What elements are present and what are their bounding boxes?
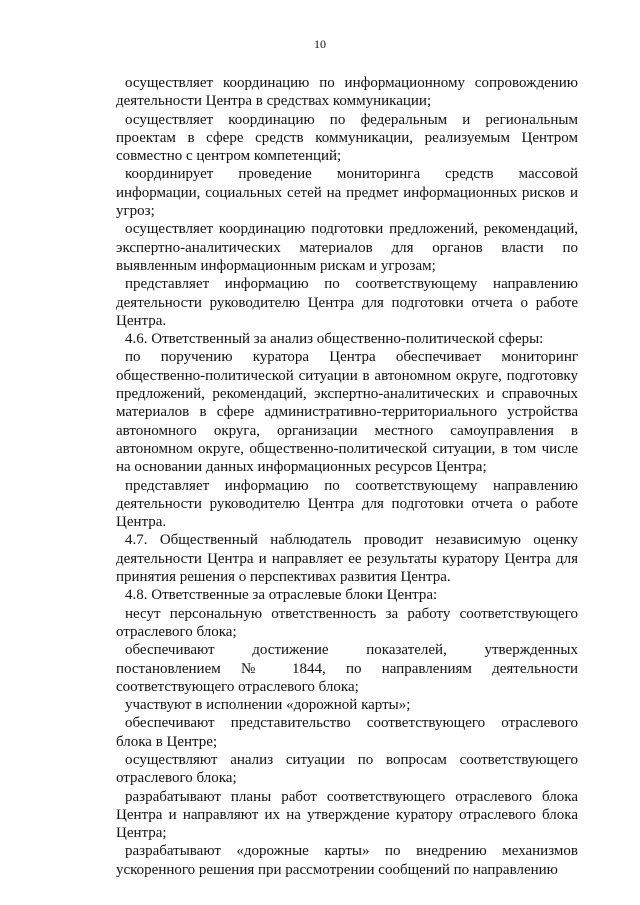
page-number: 10: [314, 37, 326, 51]
paragraph: представляет информацию по соответствующему направлению деятельности руководителю Центра для подготовки отчета о работе Центра.: [116, 276, 578, 329]
paragraph: координирует проведение мониторинга средств массовой информации, социальных сетей на предмет информационных рисков и угроз;: [116, 166, 578, 220]
section-4-7: 4.7. Общественный наблюдатель проводит независимую оценку деятельности Центра и направляет ее результаты куратору Центра для принятия решения о перспективах развития Центра.: [116, 532, 578, 586]
paragraph: разрабатывают «дорожные карты» по внедрению механизмов ускоренного решения при рассмотрении сообщений по направлению: [116, 843, 578, 878]
paragraph: осуществляют анализ ситуации по вопросам соответствующего отраслевого блока;: [116, 751, 578, 787]
paragraph: представляет информацию по соответствующему направлению деятельности руководителю Центра для подготовки отчета о работе Центра.: [116, 477, 578, 531]
section-heading-4-6: 4.6. Ответственный за анализ общественно-политической сферы:: [125, 331, 544, 348]
paragraph: участвуют в исполнении «дорожной карты»;: [125, 697, 411, 714]
paragraph: обеспечивают представительство соответствующего отраслевого блока в Центре;: [116, 715, 578, 750]
paragraph: осуществляет координацию подготовки предложений, рекомендаций, экспертно-аналитических материалов для органов власти по выявленным информационным рискам и угрозам;: [116, 221, 578, 274]
paragraph: несут персональную ответственность за работу соответствующего отраслевого блока;: [116, 605, 578, 640]
paragraph: осуществляет координацию по федеральным и региональным проектам в сфере средств коммуникации, реализуемым Центром совместно с центром компетенций;: [116, 111, 578, 165]
paragraph: разрабатывают планы работ соответствующего отраслевого блока Центра и направляют их на утверждение куратору отраслевого блока Центра;: [116, 788, 578, 842]
paragraph: по поручению куратора Центра обеспечивает мониторинг общественно-политической ситуации в автономном округе, подготовку предложений, рекомендаций, экспертно-аналитических и справочных материалов в сфере административно-территориального устройства автономного округа, организации местного самоуправления в автономном округе, общественно-политической ситуации, в том числе на основании данных информационных ресурсов Центра;: [116, 349, 578, 476]
section-heading-4-8: 4.8. Ответственные за отраслевые блоки Центра:: [125, 587, 438, 604]
document-body: [116, 74, 578, 879]
paragraph: осуществляет координацию по информационному сопровождению деятельности Центра в средствах коммуникации;: [116, 75, 578, 110]
paragraph: обеспечивают достижение показателей, утвержденных постановлением № 1844, по направлениям деятельности соответствующего отраслевого блока;: [116, 642, 578, 695]
